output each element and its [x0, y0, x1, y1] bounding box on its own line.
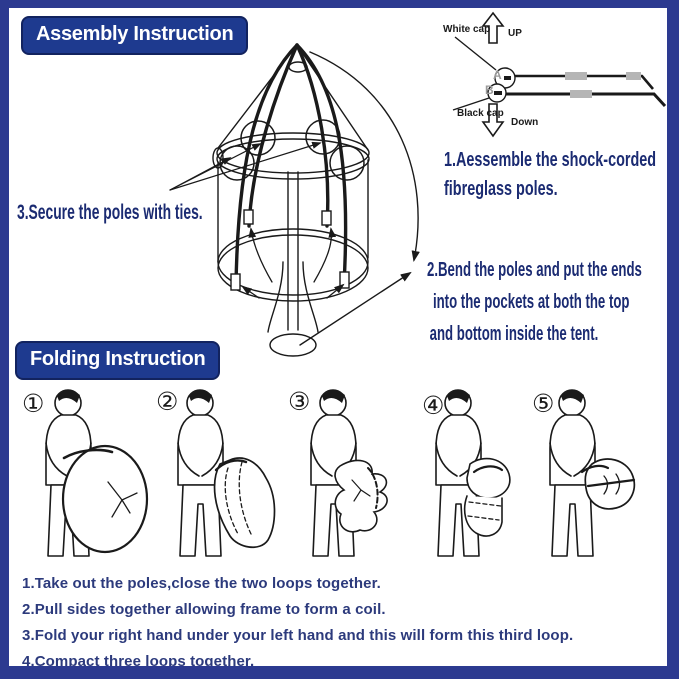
folding-figure-4	[432, 384, 547, 570]
up-label: UP	[508, 28, 522, 39]
folding-title-box	[15, 341, 220, 380]
funnel	[268, 262, 283, 332]
bottom-arrow	[300, 273, 410, 345]
folding-figure-3	[306, 384, 421, 570]
assembly-step2-text: 2.Bend the poles and put the ends into the pockets at both the top and bottom inside the tent.	[427, 259, 642, 345]
down-label: Down	[511, 117, 539, 128]
folding-step-2: 2.Pull sides together allowing frame to form a coil.	[22, 601, 386, 618]
assembly-step3-text: 3.Secure the poles with ties.	[17, 201, 203, 224]
folding-step-1: 1.Take out the poles,close the two loops together.	[22, 575, 381, 592]
figure-number-3: ③	[288, 387, 311, 416]
point-a-label: A	[493, 68, 502, 82]
foot-ring	[270, 334, 316, 356]
upper-loop	[467, 459, 510, 498]
tent-illustration	[150, 30, 432, 362]
assembly-title-box	[21, 16, 248, 55]
figure-number-2: ②	[156, 387, 179, 416]
folded-tent	[215, 458, 275, 547]
pole-ferrule	[565, 72, 587, 80]
assembly-title: Assembly Instruction	[36, 23, 234, 45]
coiled-tent	[335, 460, 387, 531]
assembly-step1-text: 1.Aessemble the shock-corded fibreglass poles.	[444, 149, 657, 200]
folding-step-4: 4.Compact three loops together.	[22, 653, 255, 670]
folding-figure-1	[40, 384, 155, 570]
point-b-label: B	[485, 83, 494, 97]
figure-number-1: ①	[22, 389, 45, 418]
figure-number-4: ④	[422, 391, 445, 420]
pole-pockets	[231, 210, 349, 290]
folding-step-3: 3.Fold your right hand under your left hand and this will form this third loop.	[22, 627, 574, 644]
pole-ferrule	[626, 72, 641, 80]
white-cap-label: White cap	[443, 24, 491, 35]
folding-figure-2	[172, 384, 287, 570]
folding-steps-list	[22, 571, 652, 675]
tent-disc	[63, 446, 147, 552]
tent-cone-right	[297, 45, 368, 150]
folding-figure-5	[548, 384, 663, 570]
pole-ferrule	[570, 90, 592, 98]
black-cap-label: Black cap	[457, 108, 504, 119]
folding-title: Folding Instruction	[30, 348, 206, 370]
figure-number-5: ⑤	[532, 389, 555, 418]
